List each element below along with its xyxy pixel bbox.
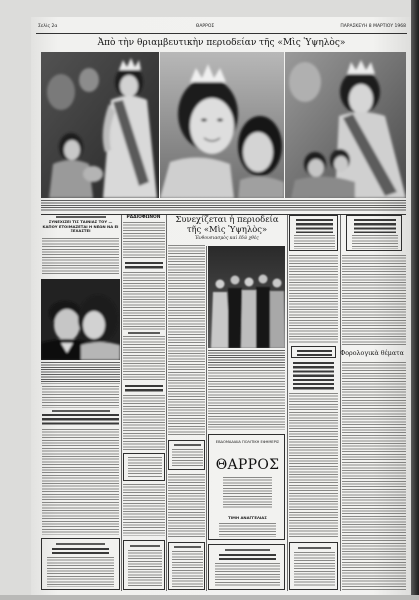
ad-text xyxy=(215,563,280,587)
section-headline xyxy=(125,385,163,393)
body-text-block xyxy=(168,474,205,538)
notice-title xyxy=(298,547,331,549)
programme-list xyxy=(123,336,165,382)
notice-title xyxy=(174,546,201,548)
notice-text xyxy=(128,550,162,587)
scan-edge-bottom xyxy=(0,595,419,600)
body-text-block xyxy=(123,395,165,450)
page-number: Σελὶς 2α xyxy=(38,24,58,29)
business-advert xyxy=(208,544,285,590)
column-rule xyxy=(287,215,288,591)
photo-actor-couple xyxy=(41,279,120,360)
photo-queen-with-sash xyxy=(41,52,159,198)
programme-list xyxy=(123,272,165,330)
notice-text xyxy=(172,449,203,468)
advert-kicker: ΕΒΔΟΜΑΔΙΑΙΑ ΠΟΛΙΤΙΚΗ ΕΦΗΜΕΡΙΣ xyxy=(215,440,280,444)
body-text-block xyxy=(123,484,165,536)
advert-footer: ΤΙΜΗ ΑΝΑΓΓΕΛΙΑΣ xyxy=(228,515,267,520)
classified-ad-box xyxy=(41,538,120,590)
center-headline-line2: τῆς «Μὶς Ὑψηλὸς» xyxy=(186,224,268,234)
body-text-block xyxy=(342,362,406,590)
notice-box xyxy=(123,540,165,590)
notice-title xyxy=(354,219,396,233)
body-text-block xyxy=(42,238,119,276)
notice-box xyxy=(123,453,165,481)
notice-box xyxy=(168,440,205,470)
main-headline: Ἀπὸ τὴν θριαμβευτικὴν περιοδείαν τῆς «Μὶς Ὑψηλὸς» xyxy=(97,38,346,48)
scan-edge-right xyxy=(411,0,419,600)
column-rule xyxy=(166,215,167,591)
advert-text xyxy=(223,477,272,509)
notice-box xyxy=(289,215,338,251)
body-text-block xyxy=(42,386,119,408)
advert-title: ΘΑΡΡΟΣ xyxy=(215,457,280,473)
column-rule xyxy=(121,215,122,591)
notice-box xyxy=(346,215,402,251)
center-subheadline: Ἐνθουσιασμὸς καὶ ἐδῶ χθὲς xyxy=(195,236,259,241)
notice-text xyxy=(352,235,398,249)
ad-line xyxy=(225,549,270,551)
center-headline-line1: Συνεχίζεται ἡ περιοδεία xyxy=(175,214,279,224)
body-text-block xyxy=(289,255,338,343)
photo-crowned-woman-children xyxy=(285,52,406,198)
newspaper-advert xyxy=(208,434,285,540)
ad-text xyxy=(47,557,114,587)
ad-name xyxy=(219,554,276,560)
photo-caption xyxy=(208,350,285,368)
notice-box xyxy=(168,542,205,590)
notice-title xyxy=(174,444,201,446)
header-rule xyxy=(36,33,407,34)
notice-box xyxy=(289,542,338,590)
notice-text xyxy=(128,457,162,478)
radio-heading: ΡΑΔΙΟΦΩΝΟΝ xyxy=(126,215,161,220)
body-text-block xyxy=(208,370,285,430)
section-label-box xyxy=(291,346,336,358)
notice-text xyxy=(172,551,203,587)
photo-caption xyxy=(41,362,120,384)
column-rule xyxy=(206,246,207,591)
ad-name xyxy=(52,548,109,554)
photo-group-standing xyxy=(208,246,285,348)
left-column-headline: ΣΥΝΕΧΙΖΕΙ ΤΙΣ ΤΑΙΝΙΑΣ ΤΟΥ — ΚΑΠΟΥ ΕΤΟΙΜΑΖΕΤΑΙ Η ΝΕΩΝ ΝΑ ΕΙ ΞΕΧΑΣΤΕΙ xyxy=(42,219,119,234)
body-text-block xyxy=(168,245,205,435)
column-rule xyxy=(340,215,341,591)
programme-list xyxy=(123,222,165,260)
advert-text xyxy=(219,523,276,537)
notice-text xyxy=(294,235,335,249)
column-kicker xyxy=(56,216,106,218)
body-text-block xyxy=(289,393,338,538)
notice-text xyxy=(294,552,335,587)
section-headline xyxy=(293,362,334,390)
notice-title xyxy=(130,545,160,547)
photo-two-girls-faces xyxy=(160,52,284,198)
photo-caption xyxy=(41,200,406,212)
section-headline xyxy=(42,414,119,426)
column-kicker xyxy=(52,410,110,412)
ad-line xyxy=(56,543,105,545)
body-text-block xyxy=(342,255,406,347)
center-headline xyxy=(168,214,286,234)
masthead-name: ΘΑΡΡΟΣ xyxy=(195,24,215,29)
body-text-block xyxy=(42,429,119,535)
right-column-headline: Φορολογικὰ θέματα xyxy=(340,350,404,357)
section-label xyxy=(297,350,332,356)
issue-date: ΠΑΡΑΣΚΕΥΗ 8 ΜΑΡΤΙΟΥ 1968 xyxy=(340,24,406,29)
programme-subheading xyxy=(128,332,160,334)
notice-title xyxy=(296,219,333,233)
programme-subheading xyxy=(125,262,163,270)
